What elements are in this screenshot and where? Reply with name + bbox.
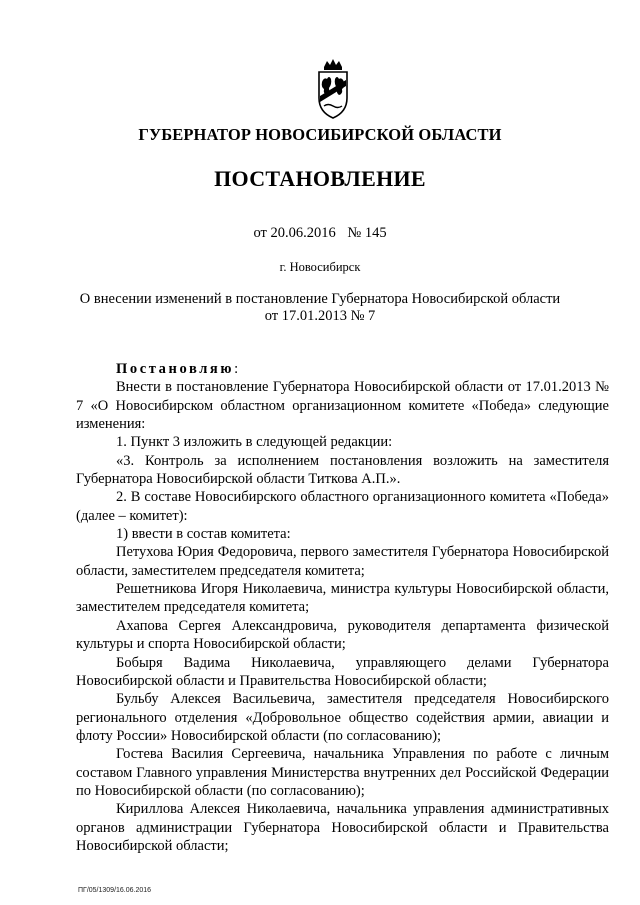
date-prefix: от	[253, 225, 267, 241]
document-date: 20.06.2016	[270, 225, 336, 241]
document-subject	[0, 291, 640, 325]
subject-line-1: О внесении изменений в постановление Губернатора Новосибирской области	[79, 291, 561, 307]
body-paragraph: Кириллова Алексея Николаевича, начальника управления административных органов администрации Губернатора Новосибирской области и Правительства Новосибирской области;	[76, 801, 609, 854]
body-paragraph: Петухова Юрия Федоровича, первого заместителя Губернатора Новосибирской области, заместителем председателя комитета;	[76, 544, 609, 579]
place-of-issue: г. Новосибирск	[279, 260, 361, 274]
issuer-title: ГУБЕРНАТОР НОВОСИБИРСКОЙ ОБЛАСТИ	[138, 125, 502, 144]
document-type-title: ПОСТАНОВЛЕНИЕ	[214, 166, 426, 191]
body-paragraph: Ахапова Сергея Александровича, руководителя департамента физической культуры и спорта Новосибирской области;	[76, 617, 609, 653]
body-paragraph: 1) ввести в состав комитета:	[116, 526, 291, 543]
document-date-line	[0, 225, 640, 242]
body-paragraph: 2. В составе Новосибирского областного организационного комитета «Победа» (далее – комитет):	[76, 489, 609, 524]
body-paragraph: «3. Контроль за исполнением постановления возложить на заместителя Губернатора Новосибирской области Титкова А.П.».	[76, 452, 609, 488]
body-paragraph: 1. Пункт 3 изложить в следующей редакции:	[116, 434, 393, 451]
document-number: 145	[364, 225, 387, 241]
decree-heading	[76, 360, 609, 378]
decree-colon: :	[234, 361, 239, 377]
body-paragraph: Внести в постановление Губернатора Новосибирской области от 17.01.2013 № 7 «О Новосибирском областном организационном комитете «Победа» следующие изменения:	[76, 379, 609, 433]
coat-of-arms-icon	[315, 58, 351, 120]
decree-word: Постановляю	[116, 361, 235, 377]
body-paragraph: Бульбу Алексея Васильевича, заместителя председателя Новосибирского регионального отделения «Добровольное общество содействия армии, авиации и флоту России» Новосибирской области (по согласованию);	[76, 691, 609, 744]
subject-line-2: от 17.01.2013 № 7	[264, 308, 376, 324]
document-registration-code: ПГ/05/1309/16.06.2016	[78, 887, 152, 894]
document-body	[76, 360, 609, 855]
body-paragraph: Гостева Василия Сергеевича, начальника Управления по работе с личным составом Главного управления Министерства внутренних дел Российской Федерации по Новосибирской области (по согласованию);	[76, 746, 609, 799]
body-paragraph: Бобыря Вадима Николаевича, управляющего делами Губернатора Новосибирской области и Правительства Новосибирской области;	[76, 654, 609, 689]
number-sign: №	[347, 225, 362, 241]
body-paragraph: Решетникова Игоря Николаевича, министра культуры Новосибирской области, заместителем председателя комитета;	[76, 581, 609, 616]
